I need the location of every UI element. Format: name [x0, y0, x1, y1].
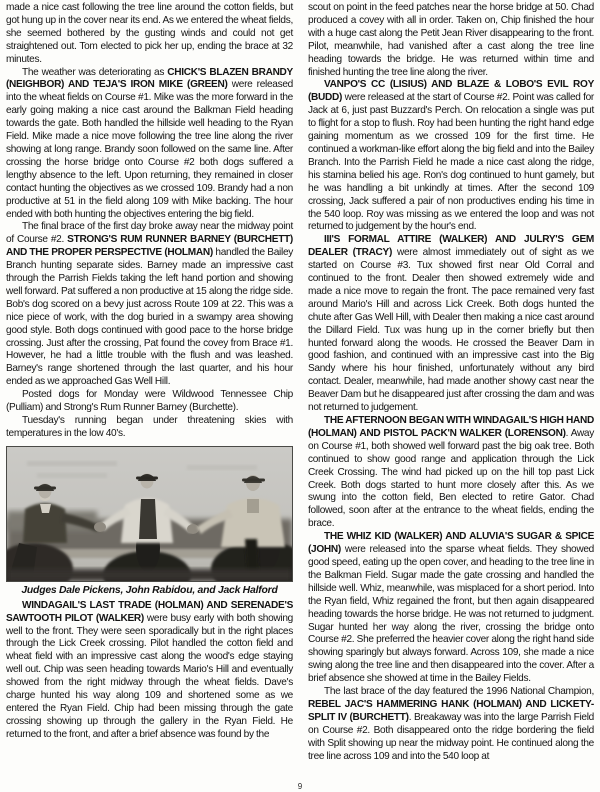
paragraph	[308, 2, 594, 79]
right-column	[308, 2, 594, 763]
paragraph	[308, 415, 594, 531]
paragraph	[308, 234, 594, 415]
body-text: were released at the start of Course #2. Point was called for Jack at 6, just past Buzzard's Perch. On relocation a single was put to flight for a stop to flush. Roy had been hunting the right hand edge gaining momentum as we crossed 109 for the first time. He continued a workman-like effort along the big field and into the Bailey Branch. Into the Parrish Field he made a nice cast along the ridge, his stamina belied his age. Ron's dog continued to hunt gamely, but he was handling a bit unkindly at times. After the second 109 crossing, Jack suffered a pair of non productives ending his time in the 540 loop. Roy was missing as we entered the loop and was not returned to judgement by the hour's end.	[308, 92, 594, 233]
body-text: . Away on Course #1, both showed well forward past the big oak tree. Both continued to show good range and application through the Lick Creek Crossing. The wind had picked up on the hill top past Lick Creek. Both dogs started to hunt more closely after this. As we swung into the cotton field, Ben elected to retire Gator. Chad followed, soon after at the entrance to the wheat fields, ending the brace.	[308, 427, 594, 530]
body-text: were busy early with both showing well to the front. They were seen sporadically but in the right places through the Lick Creek crossing. Pilot handled the cotton field and wheat field with an impressive cast along the wood's edge staying well out. Chip was seen heading towards Mario's Hill and eventually showed from the right midway through the wheat fields. Dave's charge hunted his way along 109 and shortened some as we entered the Ryan Field. Chip had been missing through the gate crossing showing up through the gallery in the Ryan Field. He returned to the front, and after a brief absence was found by the	[6, 612, 293, 740]
judges-photo-image	[7, 447, 292, 581]
paragraph	[6, 415, 293, 441]
brace-dogs-bold-text: III'S FORMAL ATTIRE (WALKER) AND JULRY'S GEM DEALER (TRACY)	[308, 234, 594, 259]
paragraph	[6, 2, 293, 67]
body-text: The last brace of the day featured the 1996 National Champion,	[324, 686, 594, 698]
body-text: The final brace of the first day broke away near the midway point of Course #2.	[6, 221, 293, 246]
left-column-top-paragraphs	[6, 2, 293, 441]
body-text: Posted dogs for Monday were Wildwood Tennessee Chip (Pulliam) and Strong's Rum Runner Barney (Burchette).	[6, 389, 293, 414]
paragraph	[6, 67, 293, 222]
body-text: Tuesday's running began under threatening skies with temperatures in the low 40's.	[6, 415, 293, 439]
body-text: handled the Bailey Branch hunting separate sides. Barney made an impressive cast through the Parrish Fields taking the left hand portion and showing well forward. Pat suffered a non productive at 15 along the ridge side. Bob's dog scored on a bevy just across Route 109 at 22. This was a nice piece of work, with the dog buried in a swampy area showing good style. Both dogs continued with good pace to the horse bridge crossing. Just after the crossing, Pat found the covey from Brace #1. However, he had a little trouble with the flush and was leashed. Barney's range shortened through the last quarter, and his hour ended as we approached Gas Well Hill.	[6, 247, 294, 388]
body-text: made a nice cast following the tree line around the cotton fields, but got hung up in the cover near its end. As we entered the wheat fields, she seemed bothered by the gusting winds and could not get straightened out. Tom elected to pick her up, ending the brace at 32 minutes.	[6, 2, 293, 65]
brace-dogs-bold-text: THE WHIZ KID (WALKER) AND ALUVIA'S SUGAR & SPICE (JOHN)	[308, 531, 594, 556]
body-text: scout on point in the feed patches near the horse bridge at 50. Chad produced a covey with all in order. Taken on, Chip finished the hour with a huge cast along the Petit Jean River disappearing to the front. Pilot, meanwhile, had vanished after a cast along the tree line heading towards the bridge. He was returned within time and finished hunting the tree line along the river.	[308, 2, 594, 78]
paragraph	[6, 221, 293, 389]
brace-dogs-bold-text: VANPO'S CC (LISIUS) AND BLAZE & LOBO'S EVIL ROY (BUDD)	[308, 79, 594, 104]
judges-photo	[6, 446, 293, 598]
left-column	[6, 2, 293, 763]
judges-photo-frame	[6, 446, 293, 582]
paragraph	[308, 531, 594, 686]
paragraph	[6, 389, 293, 415]
left-column-bottom-paragraphs	[6, 600, 293, 742]
brace-dogs-bold-text: THE AFTERNOON BEGAN WITH WINDAGAIL'S HIGH HAND (HOLMAN) AND PISTOL PACK'N WALKER (LORENSON)	[308, 415, 594, 439]
brace-dogs-bold-text: REBEL JAC'S HAMMERING HANK (HOLMAN) AND LICKETY-SPLIT IV (BURCHETT)	[308, 698, 594, 723]
body-text: The weather was deteriorating as	[22, 66, 168, 78]
paragraph	[308, 686, 594, 763]
page-number: 9	[297, 782, 303, 791]
photo-caption: Judges Dale Pickens, John Rabidou, and Jack Halford	[21, 584, 278, 596]
right-column-paragraphs	[308, 2, 594, 763]
paragraph	[308, 79, 594, 234]
body-text: were released into the wheat fields on Course #1. Mike was the more forward in the early going making a nice cast around the Balkman Field heading towards the gate. Both handled the hillside well heading to the Ryan Field. Mike made a nice move following the tree line along the river showing at long range. Brandy soon followed on the same line. After crossing the horse bridge onto Course #2 both dogs suffered a lengthy absence to the left. Upon returning, they remained in closer contact hunting the objectives as we crossed 109. Brandy had a non productive at 51 in the field along 109 with Mike backing. The hour ended with both hunting the objectives entering the big field.	[6, 79, 293, 220]
body-text: were released into the sparse wheat fields. They showed good speed, eating up the open cover, and heading to the tree line in the Balkman Field. Sugar made the gate crossing and handled the hillside well. Whiz, meanwhile, was misplaced for a short period. Into the Ryan field, Whiz regained the front, but then again disappeared heading towards the horse bridge. He was not returned to judgment. Sugar hunted her way along the river, crossing the bridge onto Course #2. She preferred the heavier cover along the right hand side showing sparingly but always forward. Across 109, she made a nice swing along the tree line and then disappeared into the cover. After a brief absence she showed at time in the Bailey Fields.	[308, 544, 594, 685]
brace-dogs-bold-text: CHICK'S BLAZEN BRANDY (NEIGHBOR) AND TEJA'S IRON MIKE (GREEN)	[6, 66, 293, 91]
body-text: were almost immediately out of sight as we started on Course #3. Tux showed first near Old Corral and continued to the front. Dealer then showed extremely wide and made a nice move to regain the front. The pace remained very fast around Mario's Hill and across Lick Creek. Both dogs hunted the chute after Gas Well Hill, with Dealer then making a nice cast around the Dillard Field. Tux was hung up in the corner briefly but then hunted forward along the woods. He crossed the Beaver Dam in good fashion, and continued with an impressive cast into the Big Sandy where his hour finished, unfortunately without any bird contact. Dealer, meanwhile, had made another showy cast near the Beaver Dam but he disappeared just after crossing the dam and was not returned to judgement.	[308, 247, 594, 414]
paragraph	[6, 600, 293, 742]
body-text: . Breakaway was into the large Parrish Field on Course #2. Both disappeared onto the ridge bordering the field with Split showing up near the midway point. He continued along the tree line across 109 and into the 540 loop at	[308, 711, 594, 762]
brace-dogs-bold-text: STRONG'S RUM RUNNER BARNEY (BURCHETT) AND THE PROPER PERSPECTIVE (HOLMAN)	[6, 234, 293, 259]
brace-dogs-bold-text: WINDAGAIL'S LAST TRADE (HOLMAN) AND SERENADE'S SAWTOOTH PILOT (WALKER)	[6, 599, 293, 624]
